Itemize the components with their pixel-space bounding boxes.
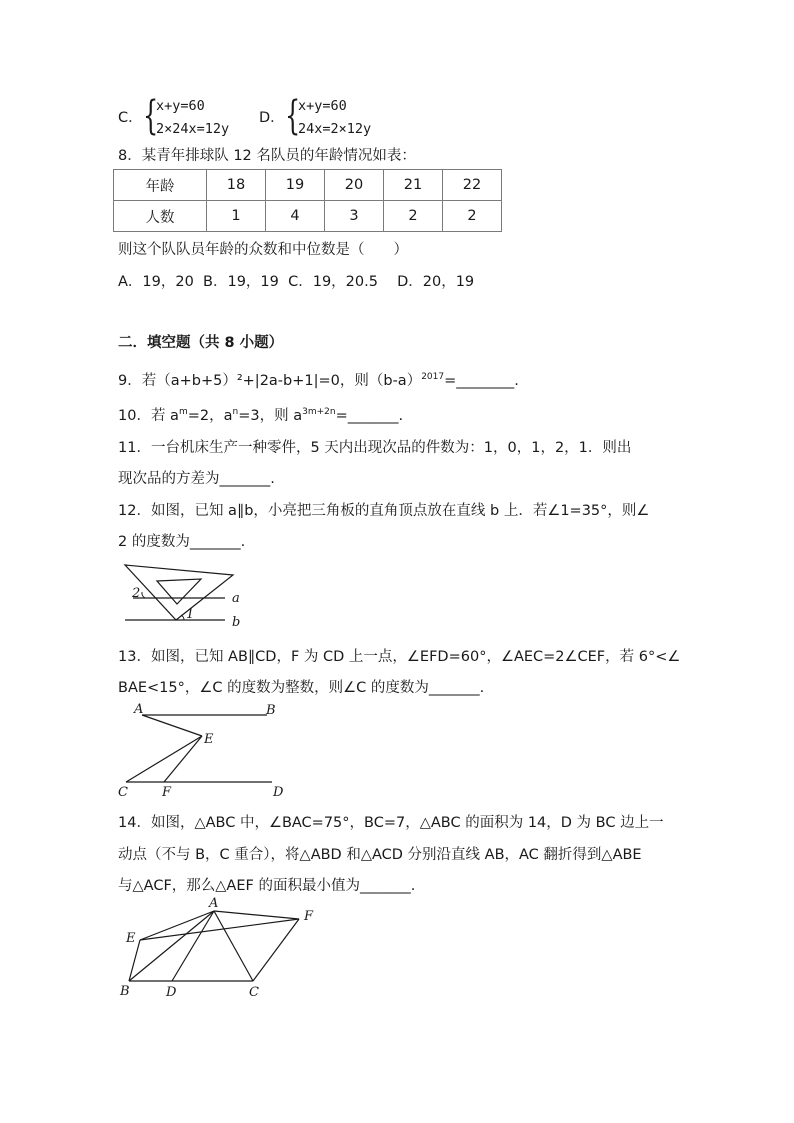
fig14-label-a: A (209, 896, 219, 911)
section-title: 二．填空题（共 8 小题） (118, 335, 284, 351)
fig12-label-1: 1 (186, 607, 195, 622)
q8-options: A．19，20 B．19，19 C．19，20.5 D．20，19 (118, 274, 475, 290)
q9-exponent: 2017 (421, 372, 445, 383)
fig13-label-b: B (266, 703, 276, 718)
figure-12 (115, 558, 255, 633)
table-cell: 21 (384, 170, 443, 201)
q8-question: 则这个队队员年龄的众数和中位数是（ ） (118, 242, 408, 258)
table-cell: 22 (443, 170, 502, 201)
q8-stem: 8．某青年排球队 12 名队员的年龄情况如表： (118, 148, 416, 164)
fig13-label-d: D (273, 785, 284, 800)
table-cell: 18 (207, 170, 266, 201)
q9-part-a: 9．若（a+b+5） (118, 373, 237, 389)
q9-blank: =________. (444, 373, 519, 389)
fig12-label-a: a (232, 591, 240, 606)
q13-line1: 13．如图，已知 AB∥CD，F 为 CD 上一点，∠EFD=60°，∠AEC=2∠CEF，若 6°<∠ (118, 649, 681, 665)
fig13-line-ec (126, 736, 202, 782)
q14-line2: 动点（不与 B，C 重合），将△ABD 和△ACD 分别沿直线 AB，AC 翻折得到△ABE (118, 847, 642, 863)
fig14-line-ac (214, 911, 253, 981)
fig13-label-e: E (204, 732, 214, 747)
q10-part-b: =2，a (187, 408, 233, 424)
fig13-label-f: F (162, 785, 172, 800)
option-c-label: C． (118, 110, 143, 126)
q12-line1: 12．如图，已知 a∥b，小亮把三角板的直角顶点放在直线 b 上．若∠1=35°，则∠ (118, 503, 650, 519)
table-cell: 19 (266, 170, 325, 201)
q14-line3: 与△ACF，那么△AEF 的面积最小值为_______. (118, 878, 416, 894)
fig13-label-a: A (134, 702, 144, 717)
q10-exp-m: m (178, 407, 188, 418)
q9-part-b: ²+|2a-b+1|=0，则（b-a） (236, 373, 422, 389)
table-header-count: 人数 (114, 201, 207, 232)
table-cell: 4 (266, 201, 325, 232)
q11-line1: 11．一台机床生产一种零件，5 天内出现次品的件数为：1，0，1，2，1．则出 (118, 440, 632, 456)
table-cell: 20 (325, 170, 384, 201)
fig14-label-c: C (249, 985, 259, 1000)
option-d-label: D． (259, 110, 285, 126)
fig14-line-ab (129, 911, 214, 981)
brace-c: { (143, 93, 159, 139)
table-row (114, 201, 502, 232)
q10-blank: =_______. (335, 408, 404, 424)
fig12-arc-2 (142, 592, 145, 598)
q12-line2: 2 的度数为_______. (118, 534, 246, 550)
q13-line2: BAE<15°，∠C 的度数为整数，则∠C 的度数为_______. (118, 680, 485, 696)
q10-part-a: 10．若 a (118, 408, 179, 424)
q9-text (118, 369, 519, 390)
fig12-label-b: b (232, 615, 241, 630)
table-cell: 3 (325, 201, 384, 232)
table-cell: 2 (443, 201, 502, 232)
brace-d: { (285, 93, 301, 139)
fig13-line-ef (164, 736, 202, 782)
fig14-label-b: B (120, 984, 130, 999)
figure-14 (112, 895, 322, 1003)
option-d-eq1: x+y=60 (298, 98, 347, 114)
table-cell: 1 (207, 201, 266, 232)
fig12-arc-1 (181, 615, 184, 620)
table-row (114, 170, 502, 201)
fig14-line-cf (253, 919, 299, 981)
fig14-label-f: F (304, 909, 314, 924)
figure-13 (112, 698, 292, 800)
option-c-eq2: 2×24x=12y (156, 121, 230, 137)
fig14-line-af (214, 911, 299, 919)
fig12-outer-triangle (125, 565, 233, 620)
q10-exponent: 3m+2n (302, 407, 336, 418)
q10-part-c: =3，则 a (238, 408, 303, 424)
option-c-eq1: x+y=60 (156, 98, 205, 114)
fig14-line-ad (172, 911, 214, 981)
fig12-label-2: 2 (132, 586, 141, 601)
fig12-inner-triangle (157, 579, 201, 604)
table-cell: 2 (384, 201, 443, 232)
table-header-age: 年龄 (114, 170, 207, 201)
q10-exp-n: n (232, 407, 239, 418)
q11-line2: 现次品的方差为_______. (118, 471, 275, 487)
age-table (113, 169, 502, 232)
fig13-line-ae (142, 715, 202, 736)
fig14-label-e: E (126, 931, 136, 946)
q14-line1: 14．如图，△ABC 中，∠BAC=75°，BC=7，△ABC 的面积为 14，D 为 BC 边上一 (118, 815, 664, 831)
option-d-eq2: 24x=2×12y (298, 121, 372, 137)
q10-text (118, 404, 403, 425)
fig14-line-ef (140, 919, 299, 940)
fig14-line-eb (129, 940, 140, 981)
fig13-label-c: C (118, 785, 128, 800)
fig14-label-d: D (166, 985, 177, 1000)
